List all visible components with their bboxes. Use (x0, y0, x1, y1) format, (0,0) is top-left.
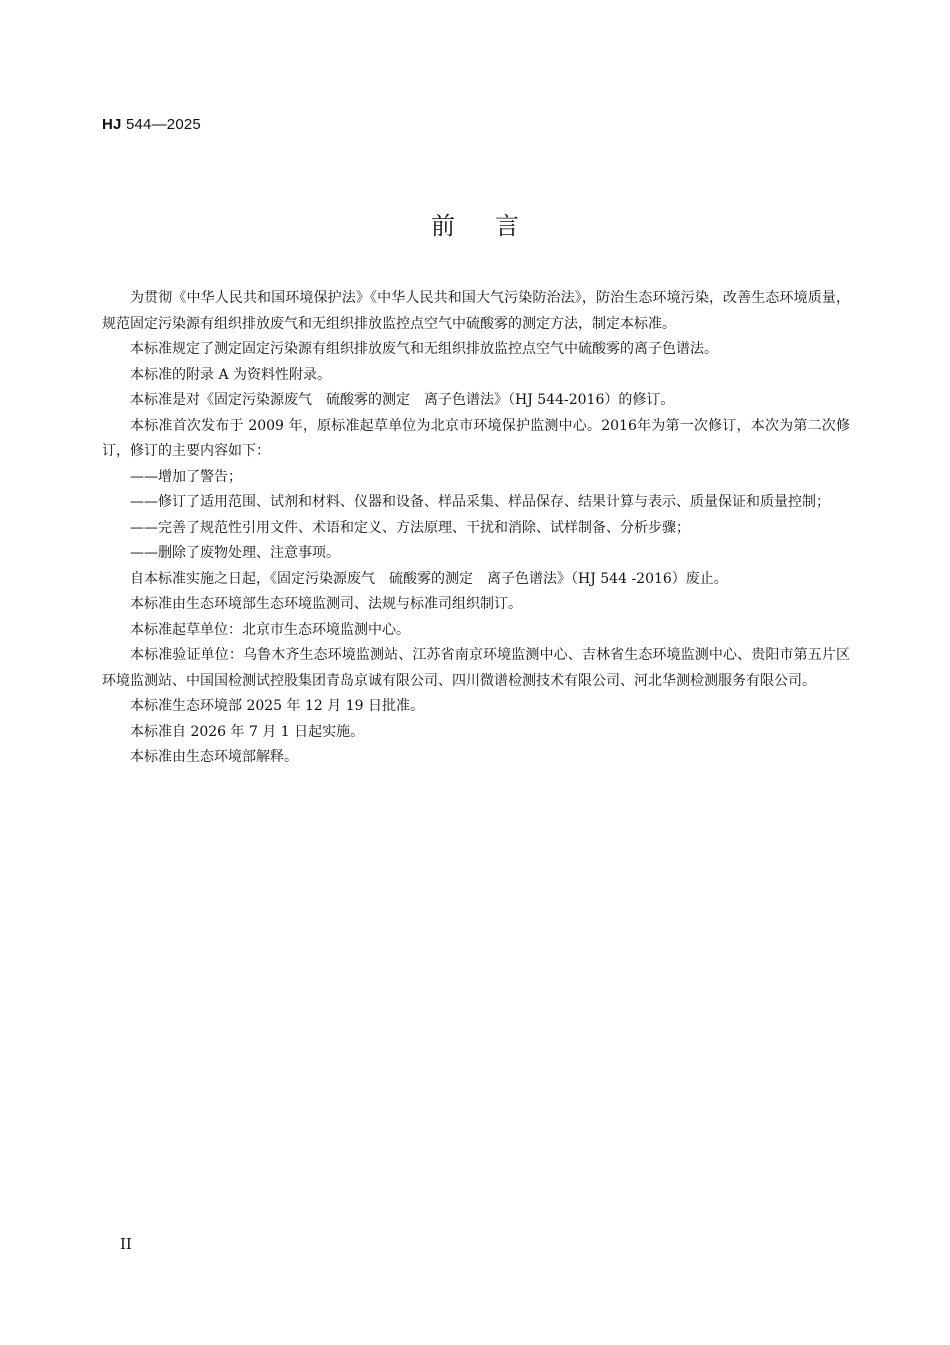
paragraph-interpretation: 本标准由生态环境部解释。 (130, 749, 298, 765)
paragraph-scope: 本标准规定了测定固定污染源有组织排放废气和无组织排放监控点空气中硫酸雾的离子色谱法。 (130, 341, 718, 357)
paragraph-purpose: 为贯彻《中华人民共和国环境保护法》《中华人民共和国大气污染防治法》，防治生态环境污染，改善生态环境质量，规范固定污染源有组织排放废气和无组织排放监控点空气中硫酸雾的测定方法，制定本标准。 (102, 290, 850, 332)
change-item-warning: ——增加了警告； (130, 468, 242, 485)
paragraph-effective-date: 本标准自 2026 年 7 月 1 日起实施。 (130, 723, 365, 740)
page-number: II (120, 1235, 132, 1253)
standard-code-number: 544—2025 (121, 116, 201, 133)
foreword-body (102, 286, 850, 771)
paragraph-history: 本标准首次发布于 2009 年，原标准起草单位为北京市环境保护监测中心。2016年为第一次修订，本次为第二次修订，修订的主要内容如下： (102, 417, 850, 459)
standard-code (102, 116, 201, 133)
paragraph-drafting-unit: 本标准起草单位：北京市生态环境监测中心。 (130, 621, 410, 638)
paragraph-abolish: 自本标准实施之日起，《固定污染源废气 硫酸雾的测定 离子色谱法》（HJ 544 -2016）废止。 (130, 570, 728, 587)
paragraph-organizer: 本标准由生态环境部生态环境监测司、法规与标准司组织制订。 (130, 596, 522, 612)
paragraph-verification-units: 本标准验证单位：乌鲁木齐生态环境监测站、江苏省南京环境监测中心、吉林省生态环境监测中心、贵阳市第五片区环境监测站、中国国检测试控股集团青岛京诚有限公司、四川微谱检测技术有限公司、河北华测检测服务有限公司。 (102, 647, 850, 689)
standard-code-prefix: HJ (102, 116, 122, 133)
paragraph-approval-date: 本标准生态环境部 2025 年 12 月 19 日批准。 (130, 698, 424, 714)
paragraph-revision-of: 本标准是对《固定污染源废气 硫酸雾的测定 离子色谱法》（HJ 544-2016）的修订。 (130, 392, 675, 408)
page-title: 前言 (431, 212, 559, 240)
change-item-deleted: ——删除了废物处理、注意事项。 (130, 545, 340, 561)
paragraph-appendix: 本标准的附录 A 为资料性附录。 (130, 366, 332, 383)
change-item-improved: ——完善了规范性引用文件、术语和定义、方法原理、干扰和消除、试样制备、分析步骤； (130, 519, 690, 536)
change-item-revised: ——修订了适用范围、试剂和材料、仪器和设备、样品采集、样品保存、结果计算与表示、质量保证和质量控制； (130, 494, 830, 510)
